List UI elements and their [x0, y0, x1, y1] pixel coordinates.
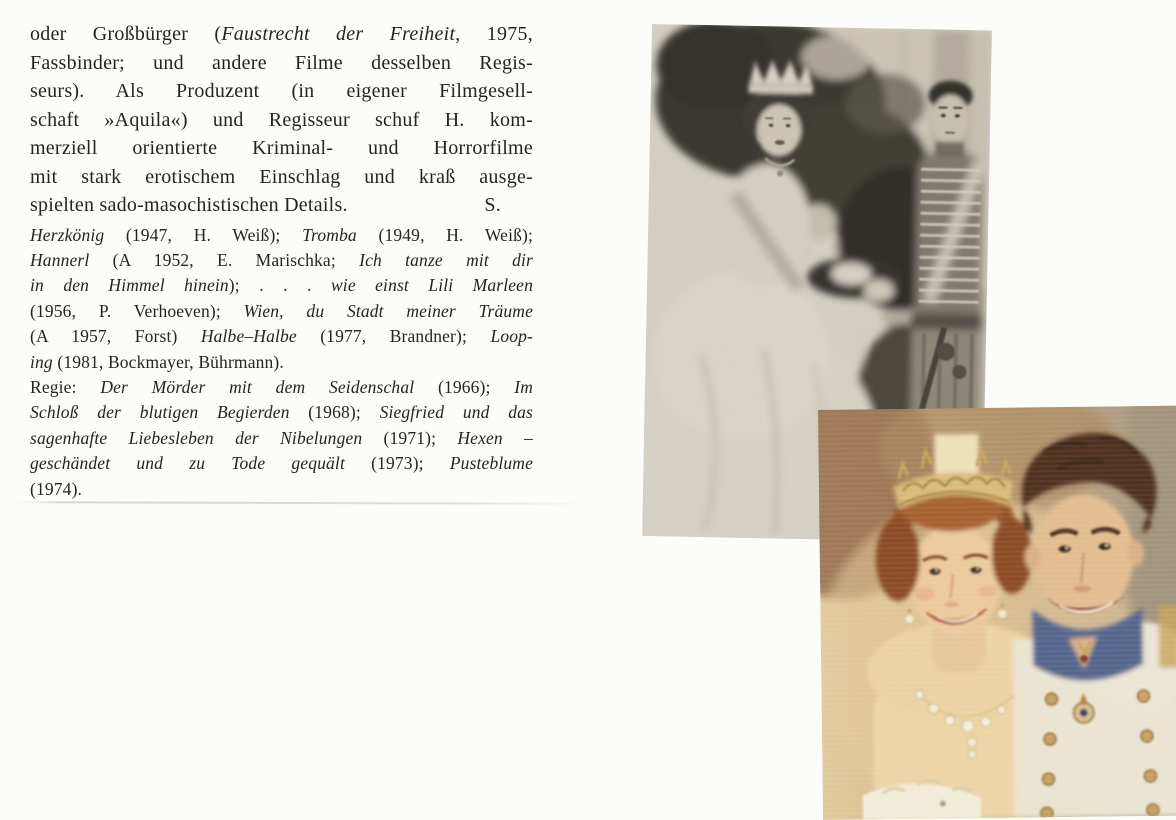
text-line: (A 1957, Forst) Halbe–Halbe (1977, Brandner); Loop- [30, 326, 533, 347]
color-film-still-photo [818, 406, 1176, 820]
color-photo-illustration [818, 406, 1176, 820]
text-line: (1974). [30, 478, 83, 499]
filmography-paragraph [30, 223, 533, 375]
faint-scan-artifact-line [16, 501, 590, 505]
text-line: schaft »Aquila«) und Regisseur schuf H. kom- [30, 108, 533, 131]
regie-paragraph [30, 375, 533, 502]
text-line: mit stark erotischem Einschlag und kraß ausge- [30, 165, 533, 188]
text-line: seurs). Als Produzent (in eigener Filmgesell- [30, 80, 533, 102]
text-line: ing (1981, Bockmayer, Bührmann). [30, 351, 284, 372]
text-line: geschändet und zu Tode gequält (1973); Pusteblume [30, 453, 533, 474]
text-line: in den Himmel hinein); . . . wie einst Lili Marleen [30, 275, 534, 296]
film-grain-overlay [818, 406, 1176, 820]
article-text-column [30, 20, 533, 502]
text-line-with-author-initial [30, 191, 533, 220]
text-line: sagenhafte Liebesleben der Nibelungen (1971); Hexen – [30, 427, 533, 448]
text-line: Fassbinder; und andere Filme desselben Regis- [30, 51, 533, 74]
text-line: Hannerl (A 1952, E. Marischka; Ich tanze mit dir [30, 249, 533, 270]
text-line: Schloß der blutigen Begierden (1968); Siegfried und das [30, 402, 533, 423]
text-line: Herzkönig (1947, H. Weiß); Tromba (1949, H. Weiß); [30, 224, 533, 245]
main-paragraph [30, 20, 533, 220]
text-line: (1956, P. Verhoeven); Wien, du Stadt meiner Träume [30, 300, 533, 321]
text-line: merziell orientierte Kriminal- und Horrorfilme [30, 137, 533, 159]
text-line: oder Großbürger (Faustrecht der Freiheit, 1975, [30, 23, 534, 45]
text-line: Regie: Der Mörder mit dem Seidenschal (1966); Im [30, 376, 534, 397]
text-line: spielten sado-masochistischen Details. [30, 194, 348, 216]
author-initial: S. [484, 194, 501, 216]
